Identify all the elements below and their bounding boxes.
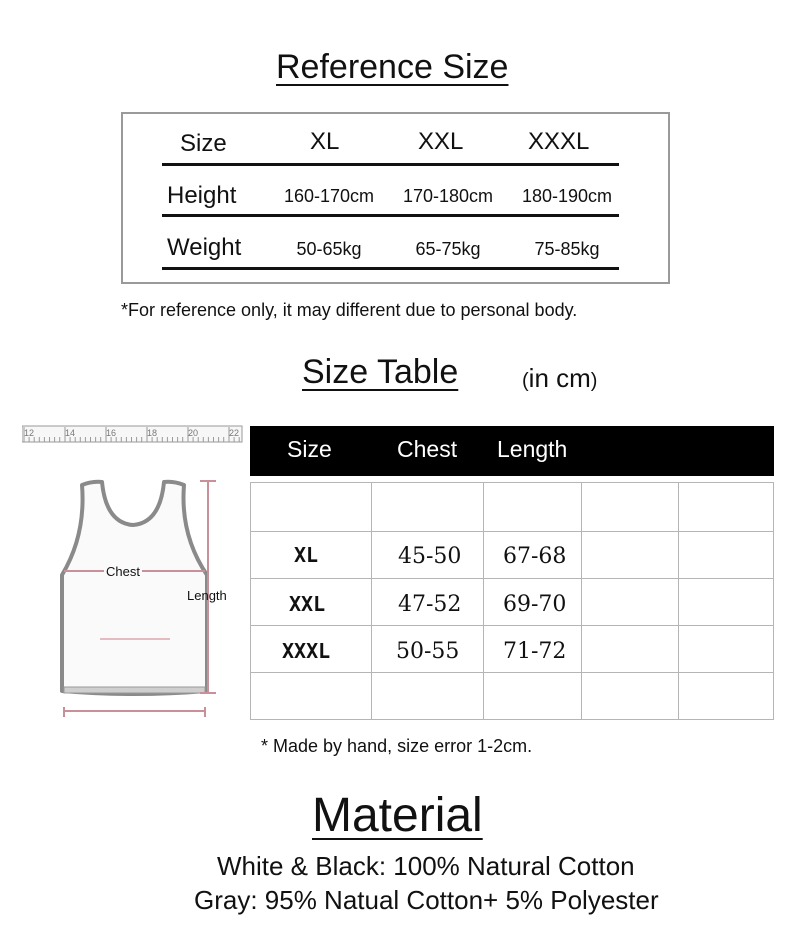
tank-top-outline <box>62 482 207 694</box>
size-table-header-length: Length <box>497 436 568 462</box>
table-row-xxl-length: 69-70 <box>503 592 567 617</box>
ruler-tick-label: 16 <box>106 428 117 438</box>
table-row-xxxl-chest: 50-55 <box>396 639 460 664</box>
material-line-2: Gray: 95% Natual Cotton+ 5% Polyester <box>194 885 659 915</box>
reference-note: *For reference only, it may different due to personal body. <box>121 300 578 320</box>
material-line-1: White & Black: 100% Natural Cotton <box>217 851 635 881</box>
ref-rule-3 <box>162 267 619 270</box>
ref-weight-xxl: 65-75kg <box>415 239 481 259</box>
ref-rule-1 <box>162 163 619 166</box>
table-row-xl-length: 67-68 <box>503 544 567 569</box>
table-row-xxl-size: XXL <box>289 592 326 616</box>
ruler-tick-label: 12 <box>24 428 35 438</box>
table-row-xxxl-size: XXXL <box>282 639 331 663</box>
ref-height-xxxl: 180-190cm <box>521 186 613 206</box>
table-row-xxl-chest: 47-52 <box>398 592 462 617</box>
ref-height-xxl: 170-180cm <box>402 186 494 206</box>
size-table-header <box>250 426 774 476</box>
reference-size-title: Reference Size <box>276 48 509 86</box>
table-row-xxxl-length: 71-72 <box>503 639 567 664</box>
ref-weight-xl: 50-65kg <box>296 239 362 259</box>
ref-row-weight-label: Weight <box>167 234 242 261</box>
length-label: Length <box>187 588 227 603</box>
ref-height-xl: 160-170cm <box>283 186 375 206</box>
ref-weight-xxxl: 75-85kg <box>534 239 600 259</box>
chest-label: Chest <box>106 564 140 579</box>
ref-row-height-label: Height <box>167 182 237 209</box>
material-title: Material <box>312 789 483 842</box>
ref-rule-2 <box>162 214 619 217</box>
ruler-tick-label: 20 <box>188 428 199 438</box>
table-row-xl-chest: 45-50 <box>398 544 462 569</box>
size-table-title: Size Table <box>302 353 459 391</box>
ruler-tick-label: 18 <box>147 428 158 438</box>
unit-open-paren: ( <box>522 370 529 392</box>
unit-close-paren: ) <box>590 370 598 392</box>
unit-label <box>522 363 597 394</box>
unit-text: in cm <box>528 363 591 393</box>
ref-header-xl: XL <box>310 128 340 155</box>
table-row-xl-size: XL <box>294 543 319 567</box>
size-table-header-size: Size <box>287 436 332 462</box>
ruler-tick-label: 22 <box>229 428 240 438</box>
ref-header-xxl: XXL <box>418 128 464 155</box>
ref-header-size: Size <box>180 130 227 157</box>
tank-top-diagram <box>22 425 244 720</box>
size-table-note: * Made by hand, size error 1-2cm. <box>261 736 533 756</box>
hem-band <box>64 687 205 693</box>
ruler-tick-label: 14 <box>65 428 76 438</box>
ref-header-xxxl: XXXL <box>528 128 590 155</box>
size-table-header-chest: Chest <box>397 436 458 462</box>
